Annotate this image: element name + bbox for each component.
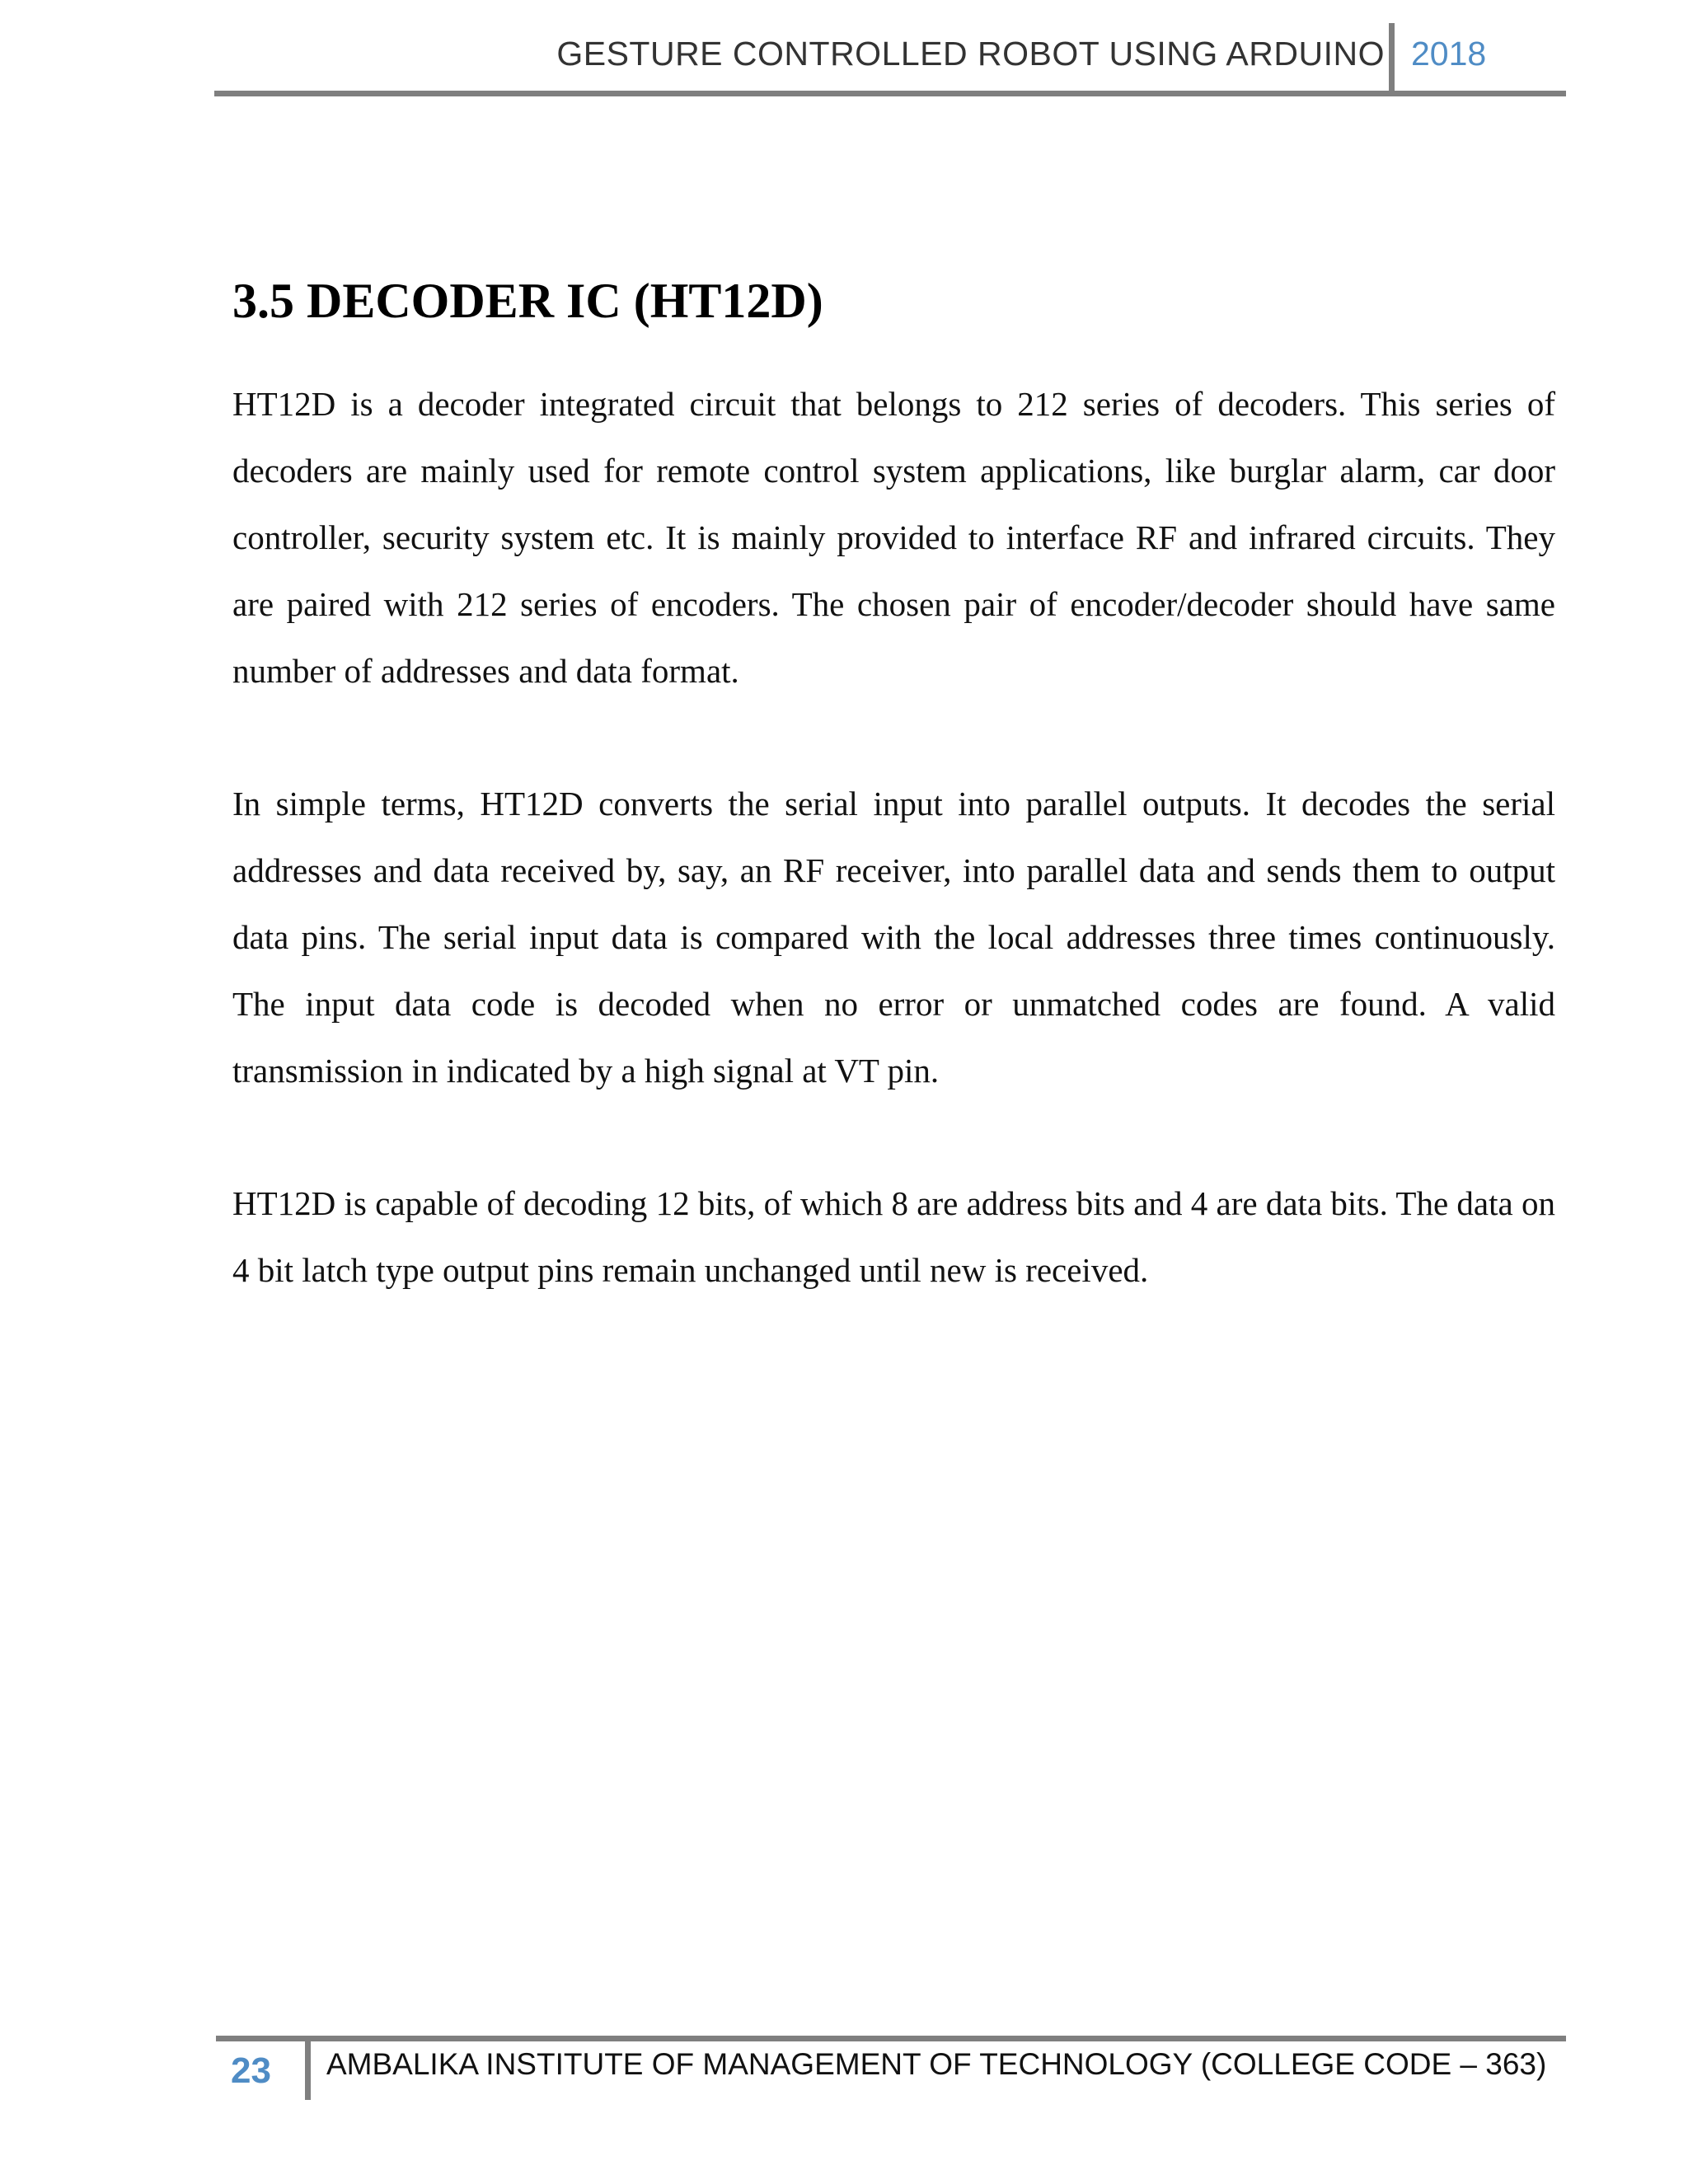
header-divider <box>1389 23 1395 96</box>
footer-institution: AMBALIKA INSTITUTE OF MANAGEMENT OF TECHNOLOGY (COLLEGE CODE – 363) <box>326 2047 1547 2081</box>
page-number: 23 <box>231 2050 271 2091</box>
paragraph-operation: In simple terms, HT12D converts the serial input into parallel outputs. It decodes the serial addresses and data received by, say, an RF receiver, into parallel data and sends them to output data pins. The serial input data is compared with the local addresses three times continuously. The input data code is decoded when no error or unmatched codes are found. A valid transmission in indicated by a high signal at VT pin. <box>232 785 1555 1090</box>
paragraph-capacity: HT12D is capable of decoding 12 bits, of which 8 are address bits and 4 are data bits. The data on 4 bit latch type output pins remain unchanged until new is received. <box>232 1184 1555 1289</box>
document-title: GESTURE CONTROLLED ROBOT USING ARDUINO <box>556 35 1385 73</box>
footer-divider <box>305 2036 311 2100</box>
document-year: 2018 <box>1411 35 1487 73</box>
page-header <box>214 23 1566 97</box>
paragraph-intro: HT12D is a decoder integrated circuit that belongs to 212 series of decoders. This series of decoders are mainly used for remote control system applications, like burglar alarm, car door controller, security system etc. It is mainly provided to interface RF and infrared circuits. They are paired with 212 series of encoders. The chosen pair of encoder/decoder should have same number of addresses and data format. <box>232 385 1555 690</box>
section-heading: 3.5 DECODER IC (HT12D) <box>232 274 823 328</box>
header-rule <box>214 91 1566 96</box>
page-content <box>232 264 1555 1370</box>
page-footer <box>216 2036 1566 2102</box>
footer-rule <box>216 2036 1566 2041</box>
